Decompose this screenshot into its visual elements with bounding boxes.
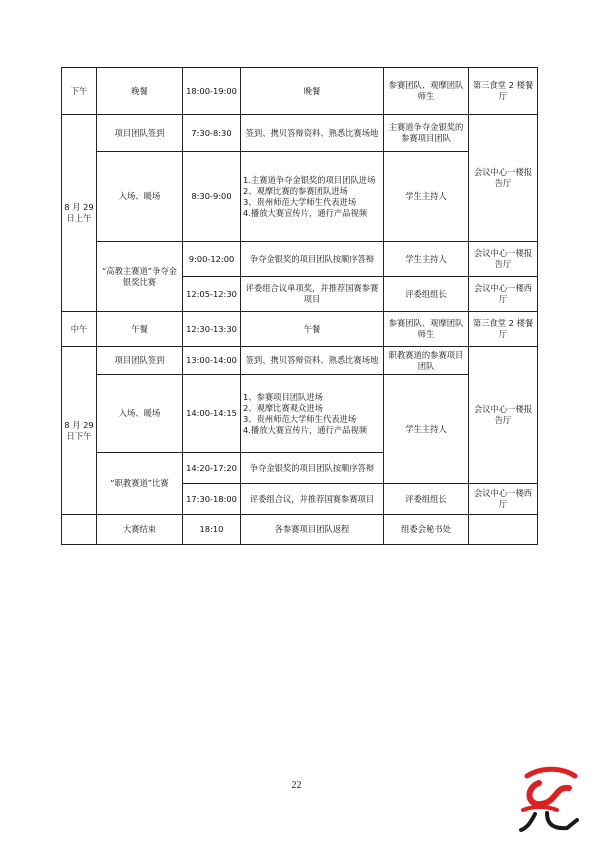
table-row [62,515,538,545]
time-cell: 17:30-18:00 [183,484,241,515]
time-cell: 14:00-14:15 [183,375,241,453]
table-row [62,115,538,152]
location-cell: 会议中心一楼西厅 [469,484,538,515]
time-cell: 8:30-9:00 [183,152,241,242]
time-cell: 13:00-14:00 [183,347,241,375]
item-cell: “高教主赛道”争夺金银奖比赛 [97,242,183,312]
participants-cell: 学生主持人 [384,242,469,277]
location-cell: 会议中心一楼报告厅 [469,242,538,277]
participants-cell: 参赛团队、观摩团队师生 [384,312,469,347]
item-cell: 项目团队签到 [97,115,183,152]
content-cell: 评委组合议，并推荐国赛参赛项目 [241,484,384,515]
content-list-cell [241,152,384,242]
location-cell: 会议中心一楼西厅 [469,277,538,312]
content-list-cell [241,375,384,453]
item-cell: 晚餐 [97,68,183,115]
content-line: 2、观摩比赛观众进场 [243,402,323,413]
content-cell: 晚餐 [241,68,384,115]
content-cell: 争夺金银奖的项目团队按顺序答辩 [241,453,384,484]
participants-cell: 评委组组长 [384,484,469,515]
item-cell: “职教赛道”比赛 [97,453,183,515]
time-cell: 9:00-12:00 [183,242,241,277]
participants-cell: 评委组组长 [384,277,469,312]
time-cell: 18:10 [183,515,241,545]
content-line: 2、观摩比赛的参赛团队进场 [243,185,348,196]
content-line: 3、贵州师范大学师生代表进场 [243,413,357,424]
period-cell: 中午 [62,312,97,347]
participants-cell: 参赛团队、观摩团队师生 [384,68,469,115]
time-cell: 12:30-13:30 [183,312,241,347]
item-cell: 入场、暖场 [97,152,183,242]
period-cell: 8 月 29 日上午 [62,115,97,312]
content-line: 4.播放大赛宣传片，通行产品视频 [243,207,368,218]
content-cell: 各参赛项目团队返程 [241,515,384,545]
location-cell: 会议中心一楼报告厅 [469,347,538,484]
participants-cell: 主赛道争夺金银奖的参赛项目团队 [384,115,469,152]
time-cell: 14:20-17:20 [183,453,241,484]
participants-cell: 学生主持人 [384,152,469,242]
item-cell: 大赛结束 [97,515,183,545]
table-row [62,312,538,347]
period-cell: 8 月 29 日下午 [62,347,97,515]
location-cell: 第三食堂 2 楼餐厅 [469,312,538,347]
table-row [62,152,538,242]
time-cell: 18:00-19:00 [183,68,241,115]
item-cell: 午餐 [97,312,183,347]
period-cell [62,515,97,545]
participants-cell: 组委会秘书处 [384,515,469,545]
content-cell: 签到、携贝答辩资料、熟悉比赛场地 [241,347,384,375]
participants-cell: 职教赛道的参赛项目团队 [384,347,469,375]
table-row [62,68,538,115]
content-line: 1.主赛道争夺金银奖的项目团队进场 [243,174,376,185]
location-cell: 会议中心一楼报告厅 [469,115,538,242]
competition-logo-icon [517,766,583,834]
table-row [62,242,538,277]
period-cell: 下午 [62,68,97,115]
time-cell: 7:30-8:30 [183,115,241,152]
content-line: 4.播放大赛宣传片，通行产品视频 [243,424,368,435]
participants-cell: 学生主持人 [384,375,469,484]
content-line: 3、贵州师范大学师生代表进场 [243,196,357,207]
content-cell: 争夺金银奖的项目团队按顺序答辩 [241,242,384,277]
item-cell: 入场、暖场 [97,375,183,453]
table-row [62,375,538,453]
content-cell: 签到、携贝答辩资料、熟悉比赛场地 [241,115,384,152]
time-cell: 12:05-12:30 [183,277,241,312]
location-cell: 第三食堂 2 楼餐厅 [469,68,538,115]
schedule-table [61,67,538,545]
item-cell: 项目团队签到 [97,347,183,375]
content-cell: 评委组合议单项奖，并推荐国赛参赛项目 [241,277,384,312]
table-row [62,347,538,375]
content-line: 1、参赛项目团队进场 [243,391,323,402]
page-number: 22 [291,780,302,791]
content-cell: 午餐 [241,312,384,347]
location-cell [469,515,538,545]
